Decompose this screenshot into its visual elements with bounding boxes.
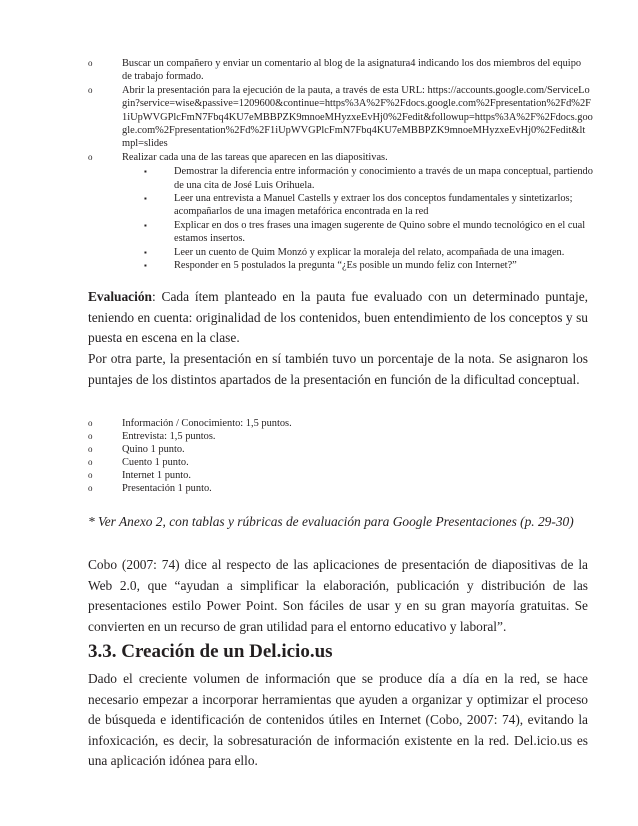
- list-item-text: Demostrar la diferencia entre información y conocimiento a través de un mapa conceptual, partiendo de una cita de José Luis Orihuela.: [174, 166, 593, 191]
- list-item-text: Información / Conocimiento: 1,5 puntos.: [122, 418, 292, 429]
- list-item: [144, 259, 593, 272]
- circle-bullet-icon: o: [88, 457, 93, 468]
- square-bullet-icon: ▪: [144, 167, 147, 177]
- list-item-text: Abrir la presentación para la ejecución de la pauta, a través de esta URL: https://accounts.google.com/ServiceLogin?service=wise&passive=1209600&continue=https%3A%2F%2Fdocs.google.com%2Fpresentation%2Fd%2F1iUpWVGPlcFmN7Fbq4KU7eMBBPZK9mnoeMHyzxeEvHj0%2Fedit&followup=https%3A%2F%2Fdocs.google.com%2Fpresentation%2Fd%2F1iUpWVGPlcFmN7Fbq4KU7eMBBPZK9mnoeMHyzxeEvHj0%2Fedit&ltmpl=slides: [122, 84, 593, 150]
- evaluacion-text: : Cada ítem planteado en la pauta fue evaluado con un determinado puntaje, teniendo en cuenta: originalidad de los contenidos, buen entendimiento de los conceptos y su puesta en escena en la clase.: [88, 289, 588, 345]
- circle-bullet-icon: o: [88, 470, 93, 481]
- circle-bullet-icon: o: [88, 483, 93, 494]
- list-item-text: Presentación 1 punto.: [122, 483, 212, 495]
- square-bullet-icon: ▪: [144, 247, 147, 257]
- list-item: [88, 430, 488, 443]
- list-item: [88, 151, 593, 164]
- square-bullet-icon: ▪: [144, 220, 147, 230]
- list-item: [144, 165, 593, 192]
- circle-bullet-icon: o: [88, 418, 93, 428]
- list-item: [88, 456, 488, 469]
- circle-bullet-icon: o: [88, 431, 93, 442]
- list-item: [88, 443, 488, 456]
- list-item: [88, 482, 488, 495]
- cobo-paragraph: Cobo (2007: 74) dice al respecto de las aplicaciones de presentación de diapositivas de la Web 2.0, que “ayudan a simplificar la elaboración, publicación y distribución de las presentaciones estilo Power Point. Son fáciles de usar y en su gran mayoría gratuitas. Se convierten en un recurso de gran utilidad para el entorno educativo y laboral”.: [88, 557, 588, 634]
- list-item: [88, 57, 593, 84]
- list-item-text: Buscar un compañero y enviar un comentario al blog de la asignatura4 indicando los dos miembros del equipo de trabajo formado.: [122, 58, 582, 83]
- circle-bullet-icon: o: [88, 444, 93, 455]
- list-item: [144, 246, 593, 259]
- task-list: [88, 57, 593, 273]
- list-item-text: Entrevista: 1,5 puntos.: [122, 431, 216, 443]
- square-bullet-icon: ▪: [144, 194, 147, 204]
- list-item-text: Internet 1 punto.: [122, 470, 191, 482]
- score-list: [88, 417, 488, 496]
- list-item: [144, 219, 593, 246]
- list-item-text: Responder en 5 postulados la pregunta “¿Es posible un mundo feliz con Internet?”: [174, 260, 517, 272]
- list-item: [88, 469, 488, 482]
- porcentaje-paragraph: Por otra parte, la presentación en sí también tuvo un porcentaje de la nota. Se asignaron los puntajes de los distintos apartados de la presentación en función de la dificultad conceptual.: [88, 351, 588, 387]
- evaluacion-label: Evaluación: [88, 289, 152, 304]
- circle-bullet-icon: o: [88, 58, 93, 68]
- list-item: [144, 192, 593, 219]
- list-item-text: Cuento 1 punto.: [122, 457, 189, 469]
- list-item-text: Leer una entrevista a Manuel Castells y extraer los dos conceptos fundamentales y sintetizarlos; acompañarlos de una imagen metafórica encontrada en la red: [174, 193, 573, 218]
- anexo-note: * Ver Anexo 2, con tablas y rúbricas de evaluación para Google Presentaciones (p. 29-30): [88, 514, 574, 529]
- list-item-text: Realizar cada una de las tareas que aparecen en las diapositivas.: [122, 151, 388, 163]
- square-bullet-icon: ▪: [144, 261, 147, 271]
- list-item: [88, 84, 593, 151]
- section-heading: 3.3. Creación de un Del.icio.us: [88, 641, 333, 662]
- circle-bullet-icon: o: [88, 151, 93, 162]
- delicious-paragraph: Dado el creciente volumen de información que se produce día a día en la red, se hace necesario empezar a incorporar herramientas que ayuden a organizar y optimizar el proceso de búsqueda e identificación de contenidos útiles en Internet (Cobo, 2007: 74), evitando la infoxicación, es decir, la sobresaturación de información existente en la red. Del.icio.us es una aplicación idónea para ello.: [88, 671, 588, 768]
- list-item-text: Explicar en dos o tres frases una imagen sugerente de Quino sobre el mundo tecnológico en el cual estamos insertos.: [174, 219, 586, 245]
- list-item-text: Quino 1 punto.: [122, 444, 185, 456]
- circle-bullet-icon: o: [88, 84, 93, 95]
- list-item: [88, 417, 488, 430]
- subtask-list: [88, 165, 593, 272]
- list-item-text: Leer un cuento de Quim Monzó y explicar la moraleja del relato, acompañada de una imagen.: [174, 246, 565, 258]
- evaluacion-paragraph: [88, 287, 588, 349]
